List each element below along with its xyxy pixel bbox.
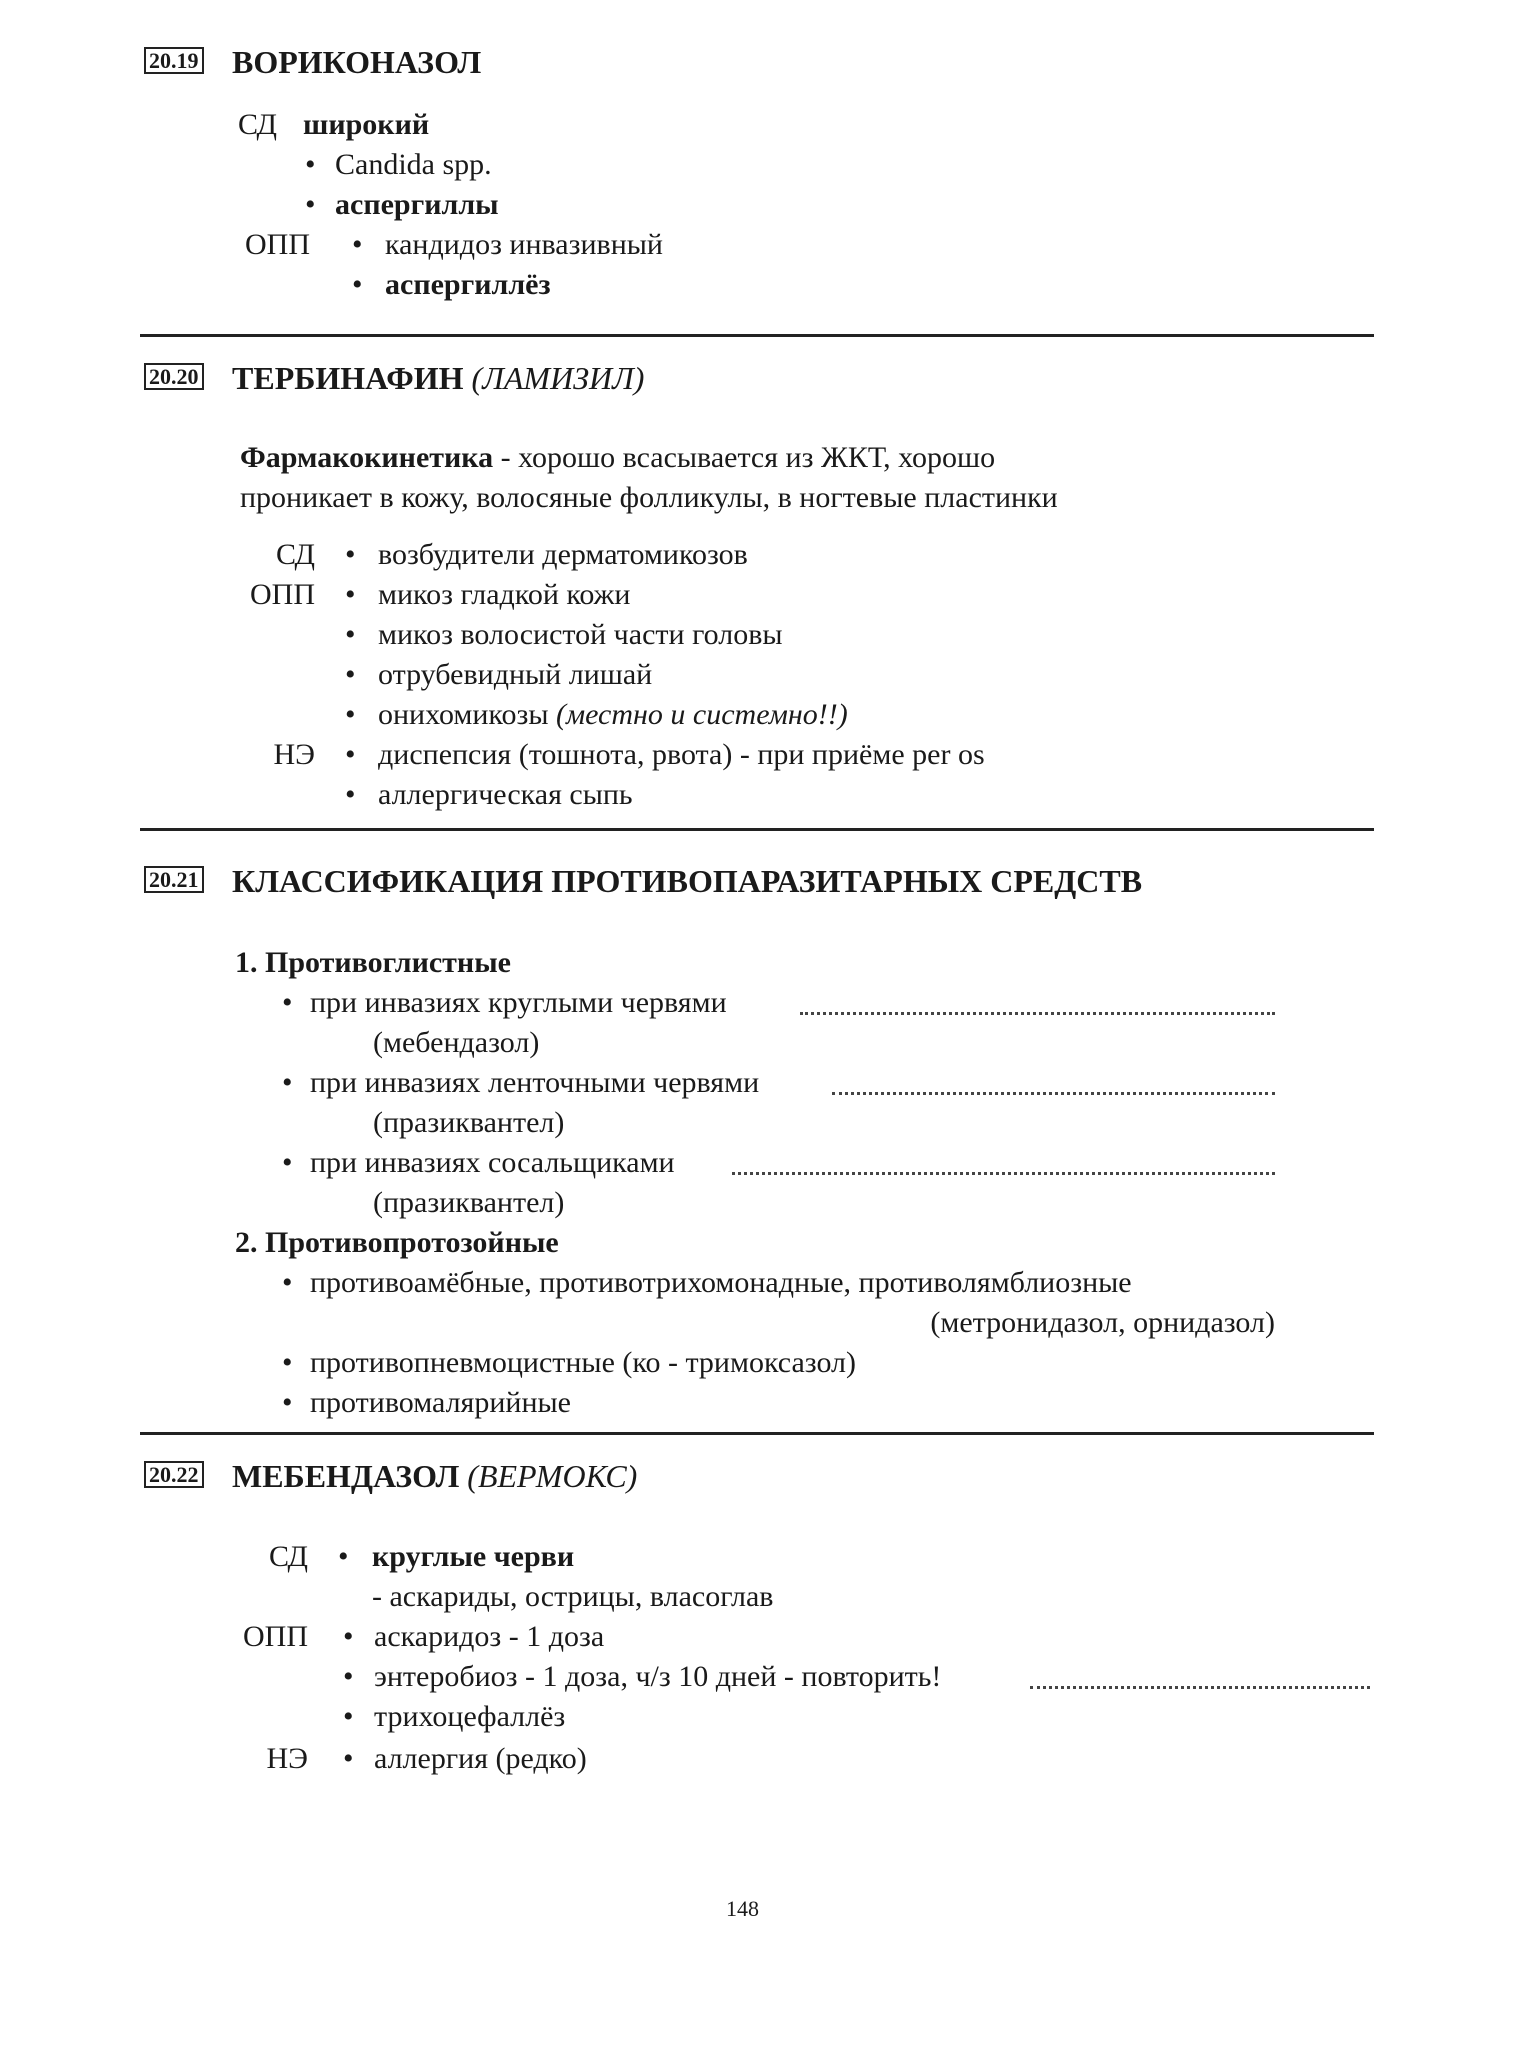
bullet-icon: • xyxy=(305,148,316,181)
list-item: противомалярийные xyxy=(310,1386,571,1419)
section-title: ВОРИКОНАЗОЛ xyxy=(232,44,482,80)
drug-name: (метронидазол, орнидазол) xyxy=(930,1306,1275,1339)
section-number: 20.21 xyxy=(144,866,204,893)
opp-label: ОПП xyxy=(250,578,315,611)
bullet-icon: • xyxy=(345,738,356,771)
opp-item: аскаридоз - 1 доза xyxy=(374,1620,605,1653)
sd-value: широкий xyxy=(303,108,430,141)
bullet-icon: • xyxy=(343,1620,354,1653)
bullet-icon: • xyxy=(282,1266,293,1299)
ne-item: аллергия (редко) xyxy=(374,1742,587,1775)
ne-item: диспепсия (тошнота, рвота) - при приёме per os xyxy=(378,738,985,771)
ne-label: НЭ xyxy=(266,1742,308,1775)
section-title: ТЕРБИНАФИН (ЛАМИЗИЛ) xyxy=(232,360,645,396)
bullet-icon: • xyxy=(352,268,363,301)
opp-item: отрубевидный лишай xyxy=(378,658,653,691)
dot-leader xyxy=(800,1012,1275,1015)
dot-leader xyxy=(832,1092,1275,1095)
bullet-icon: • xyxy=(282,1066,293,1099)
sd-label: СД xyxy=(269,1540,308,1573)
sd-label: СД xyxy=(238,108,277,141)
bullet-icon: • xyxy=(345,618,356,651)
pharmacokinetics-text-2: проникает в кожу, волосяные фолликулы, в ногтевые пластинки xyxy=(240,481,1058,514)
sd-item: аспергиллы xyxy=(335,188,499,221)
group-title: 1. Противоглистные xyxy=(235,946,511,979)
dot-leader xyxy=(732,1172,1275,1175)
list-item: при инвазиях круглыми червями xyxy=(310,986,727,1019)
pharmacokinetics-text: Фармакокинетика - хорошо всасывается из ЖКТ, хорошо xyxy=(240,441,996,474)
opp-item: микоз гладкой кожи xyxy=(378,578,631,611)
list-item: при инвазиях ленточными червями xyxy=(310,1066,760,1099)
section-number: 20.19 xyxy=(144,47,204,74)
section-title: МЕБЕНДАЗОЛ (ВЕРМОКС) xyxy=(232,1458,638,1494)
bullet-icon: • xyxy=(345,658,356,691)
bullet-icon: • xyxy=(343,1700,354,1733)
section-divider xyxy=(140,828,1374,831)
drug-name: (празиквантел) xyxy=(373,1186,565,1219)
bullet-icon: • xyxy=(352,228,363,261)
sd-subitem: - аскариды, острицы, власоглав xyxy=(372,1580,774,1613)
section-number: 20.22 xyxy=(144,1461,204,1488)
bullet-icon: • xyxy=(345,778,356,811)
opp-label: ОПП xyxy=(243,1620,308,1653)
bullet-icon: • xyxy=(343,1660,354,1693)
bullet-icon: • xyxy=(282,986,293,1019)
opp-item: аспергиллёз xyxy=(385,268,551,301)
section-divider xyxy=(140,1432,1374,1435)
bullet-icon: • xyxy=(282,1386,293,1419)
sd-item: круглые черви xyxy=(372,1540,575,1573)
bullet-icon: • xyxy=(345,578,356,611)
ne-item: аллергическая сыпь xyxy=(378,778,633,811)
list-item: при инвазиях сосальщиками xyxy=(310,1146,675,1179)
bullet-icon: • xyxy=(338,1540,349,1573)
list-item: противопневмоцистные (ко - тримоксазол) xyxy=(310,1346,857,1379)
opp-label: ОПП xyxy=(245,228,310,261)
opp-item: микоз волосистой части головы xyxy=(378,618,783,651)
opp-item: трихоцефаллёз xyxy=(374,1700,566,1733)
group-title: 2. Противопротозойные xyxy=(235,1226,559,1259)
opp-item: кандидоз инвазивный xyxy=(385,228,663,261)
opp-item: энтеробиоз - 1 доза, ч/з 10 дней - повторить! xyxy=(374,1660,942,1693)
section-number: 20.20 xyxy=(144,363,204,390)
ne-label: НЭ xyxy=(273,738,315,771)
bullet-icon: • xyxy=(282,1346,293,1379)
list-item: противоамёбные, противотрихомонадные, противолямблиозные xyxy=(310,1266,1132,1299)
opp-item: онихомикозы (местно и системно!!) xyxy=(378,698,848,731)
sd-label: СД xyxy=(276,538,315,571)
drug-name: (мебендазол) xyxy=(373,1026,540,1059)
bullet-icon: • xyxy=(345,698,356,731)
sd-item: Candida spp. xyxy=(335,148,492,181)
page-number: 148 xyxy=(726,1896,759,1921)
dot-leader xyxy=(1030,1686,1370,1689)
bullet-icon: • xyxy=(282,1146,293,1179)
sd-item: возбудители дерматомикозов xyxy=(378,538,748,571)
section-title: КЛАССИФИКАЦИЯ ПРОТИВОПАРАЗИТАРНЫХ СРЕДСТВ xyxy=(232,863,1143,899)
drug-name: (празиквантел) xyxy=(373,1106,565,1139)
bullet-icon: • xyxy=(305,188,316,221)
bullet-icon: • xyxy=(345,538,356,571)
section-divider xyxy=(140,334,1374,337)
bullet-icon: • xyxy=(343,1742,354,1775)
